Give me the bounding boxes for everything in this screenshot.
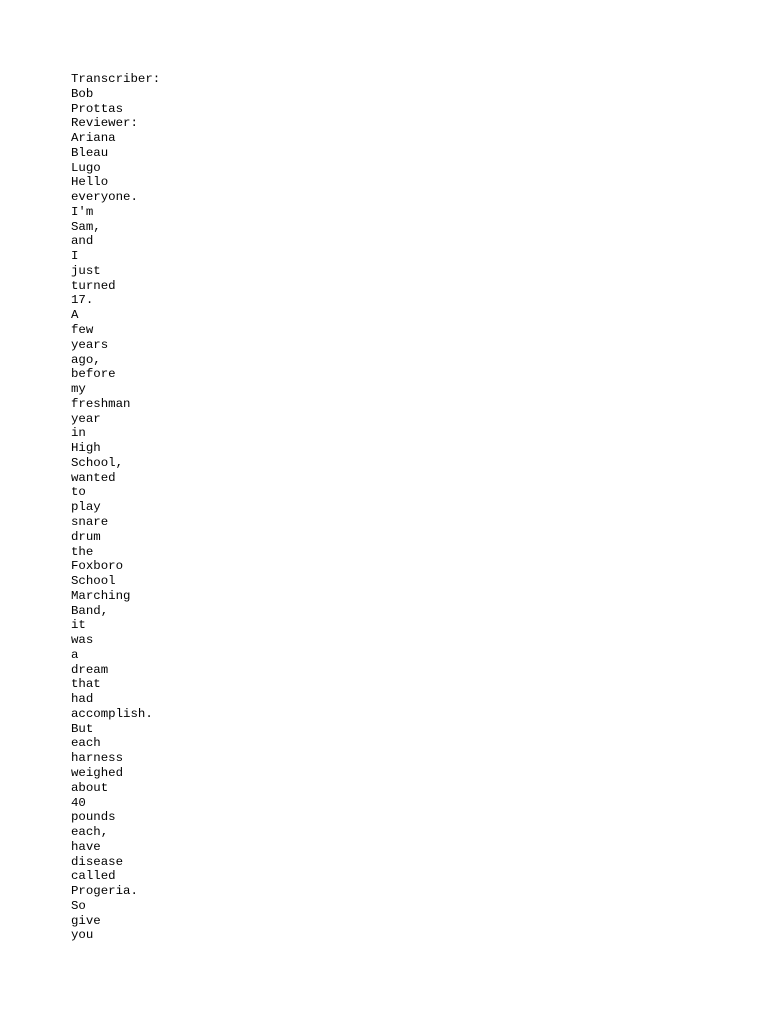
- transcript-word: disease: [71, 854, 124, 869]
- transcript-word: had: [71, 692, 94, 707]
- transcript-word: drum: [71, 529, 101, 544]
- transcript-word: years: [71, 337, 109, 352]
- transcript-word: have: [71, 839, 101, 854]
- transcript-word: 17.: [71, 293, 94, 308]
- transcript-word: about: [71, 780, 109, 795]
- transcript-word: Bob: [71, 86, 94, 101]
- transcript-text: [71, 72, 160, 943]
- transcript-word: Bleau: [71, 145, 109, 160]
- transcript-word: 40: [71, 795, 86, 810]
- transcript-word: Hello: [71, 175, 109, 190]
- transcript-word: I'm: [71, 204, 94, 219]
- transcript-word: Band,: [71, 603, 109, 618]
- transcript-word: you: [71, 928, 94, 943]
- transcript-word: School: [71, 574, 116, 589]
- transcript-word: few: [71, 323, 94, 338]
- transcript-word: was: [71, 633, 94, 648]
- transcript-word: a: [71, 647, 79, 662]
- transcript-word: just: [71, 263, 101, 278]
- transcript-word: harness: [71, 751, 124, 766]
- transcript-word: Sam,: [71, 219, 101, 234]
- transcript-word: wanted: [71, 470, 116, 485]
- transcript-word: So: [71, 898, 86, 913]
- transcript-word: School,: [71, 455, 124, 470]
- transcript-word: each: [71, 736, 101, 751]
- transcript-word: weighed: [71, 765, 124, 780]
- transcript-word: Ariana: [71, 131, 116, 146]
- transcript-word: to: [71, 485, 86, 500]
- transcript-word: the: [71, 544, 94, 559]
- transcript-word: Foxboro: [71, 559, 124, 574]
- transcript-word: it: [71, 618, 86, 633]
- transcript-word: Reviewer:: [71, 116, 138, 131]
- transcript-word: everyone.: [71, 190, 138, 205]
- transcript-word: give: [71, 913, 101, 928]
- transcript-word: turned: [71, 278, 116, 293]
- transcript-word: Transcriber:: [71, 72, 161, 86]
- transcript-word: year: [71, 411, 101, 426]
- transcript-word: High: [71, 441, 101, 456]
- transcript-word: freshman: [71, 396, 131, 411]
- transcript-word: accomplish.: [71, 706, 153, 721]
- transcript-word: I: [71, 249, 79, 264]
- transcript-word: But: [71, 721, 94, 736]
- transcript-word: Progeria.: [71, 884, 138, 899]
- transcript-word: that: [71, 677, 101, 692]
- transcript-word: in: [71, 426, 86, 441]
- transcript-word: Prottas: [71, 101, 124, 116]
- transcript-word: Lugo: [71, 160, 101, 175]
- transcript-word: and: [71, 234, 94, 249]
- transcript-word: A: [71, 308, 79, 323]
- transcript-word: Marching: [71, 588, 131, 603]
- transcript-word: play: [71, 500, 101, 515]
- transcript-word: each,: [71, 825, 109, 840]
- transcript-word: my: [71, 382, 86, 397]
- transcript-word: before: [71, 367, 116, 382]
- transcript-word: pounds: [71, 810, 116, 825]
- transcript-word: ago,: [71, 352, 101, 367]
- transcript-word: called: [71, 869, 116, 884]
- transcript-word: dream: [71, 662, 109, 677]
- transcript-word: snare: [71, 514, 109, 529]
